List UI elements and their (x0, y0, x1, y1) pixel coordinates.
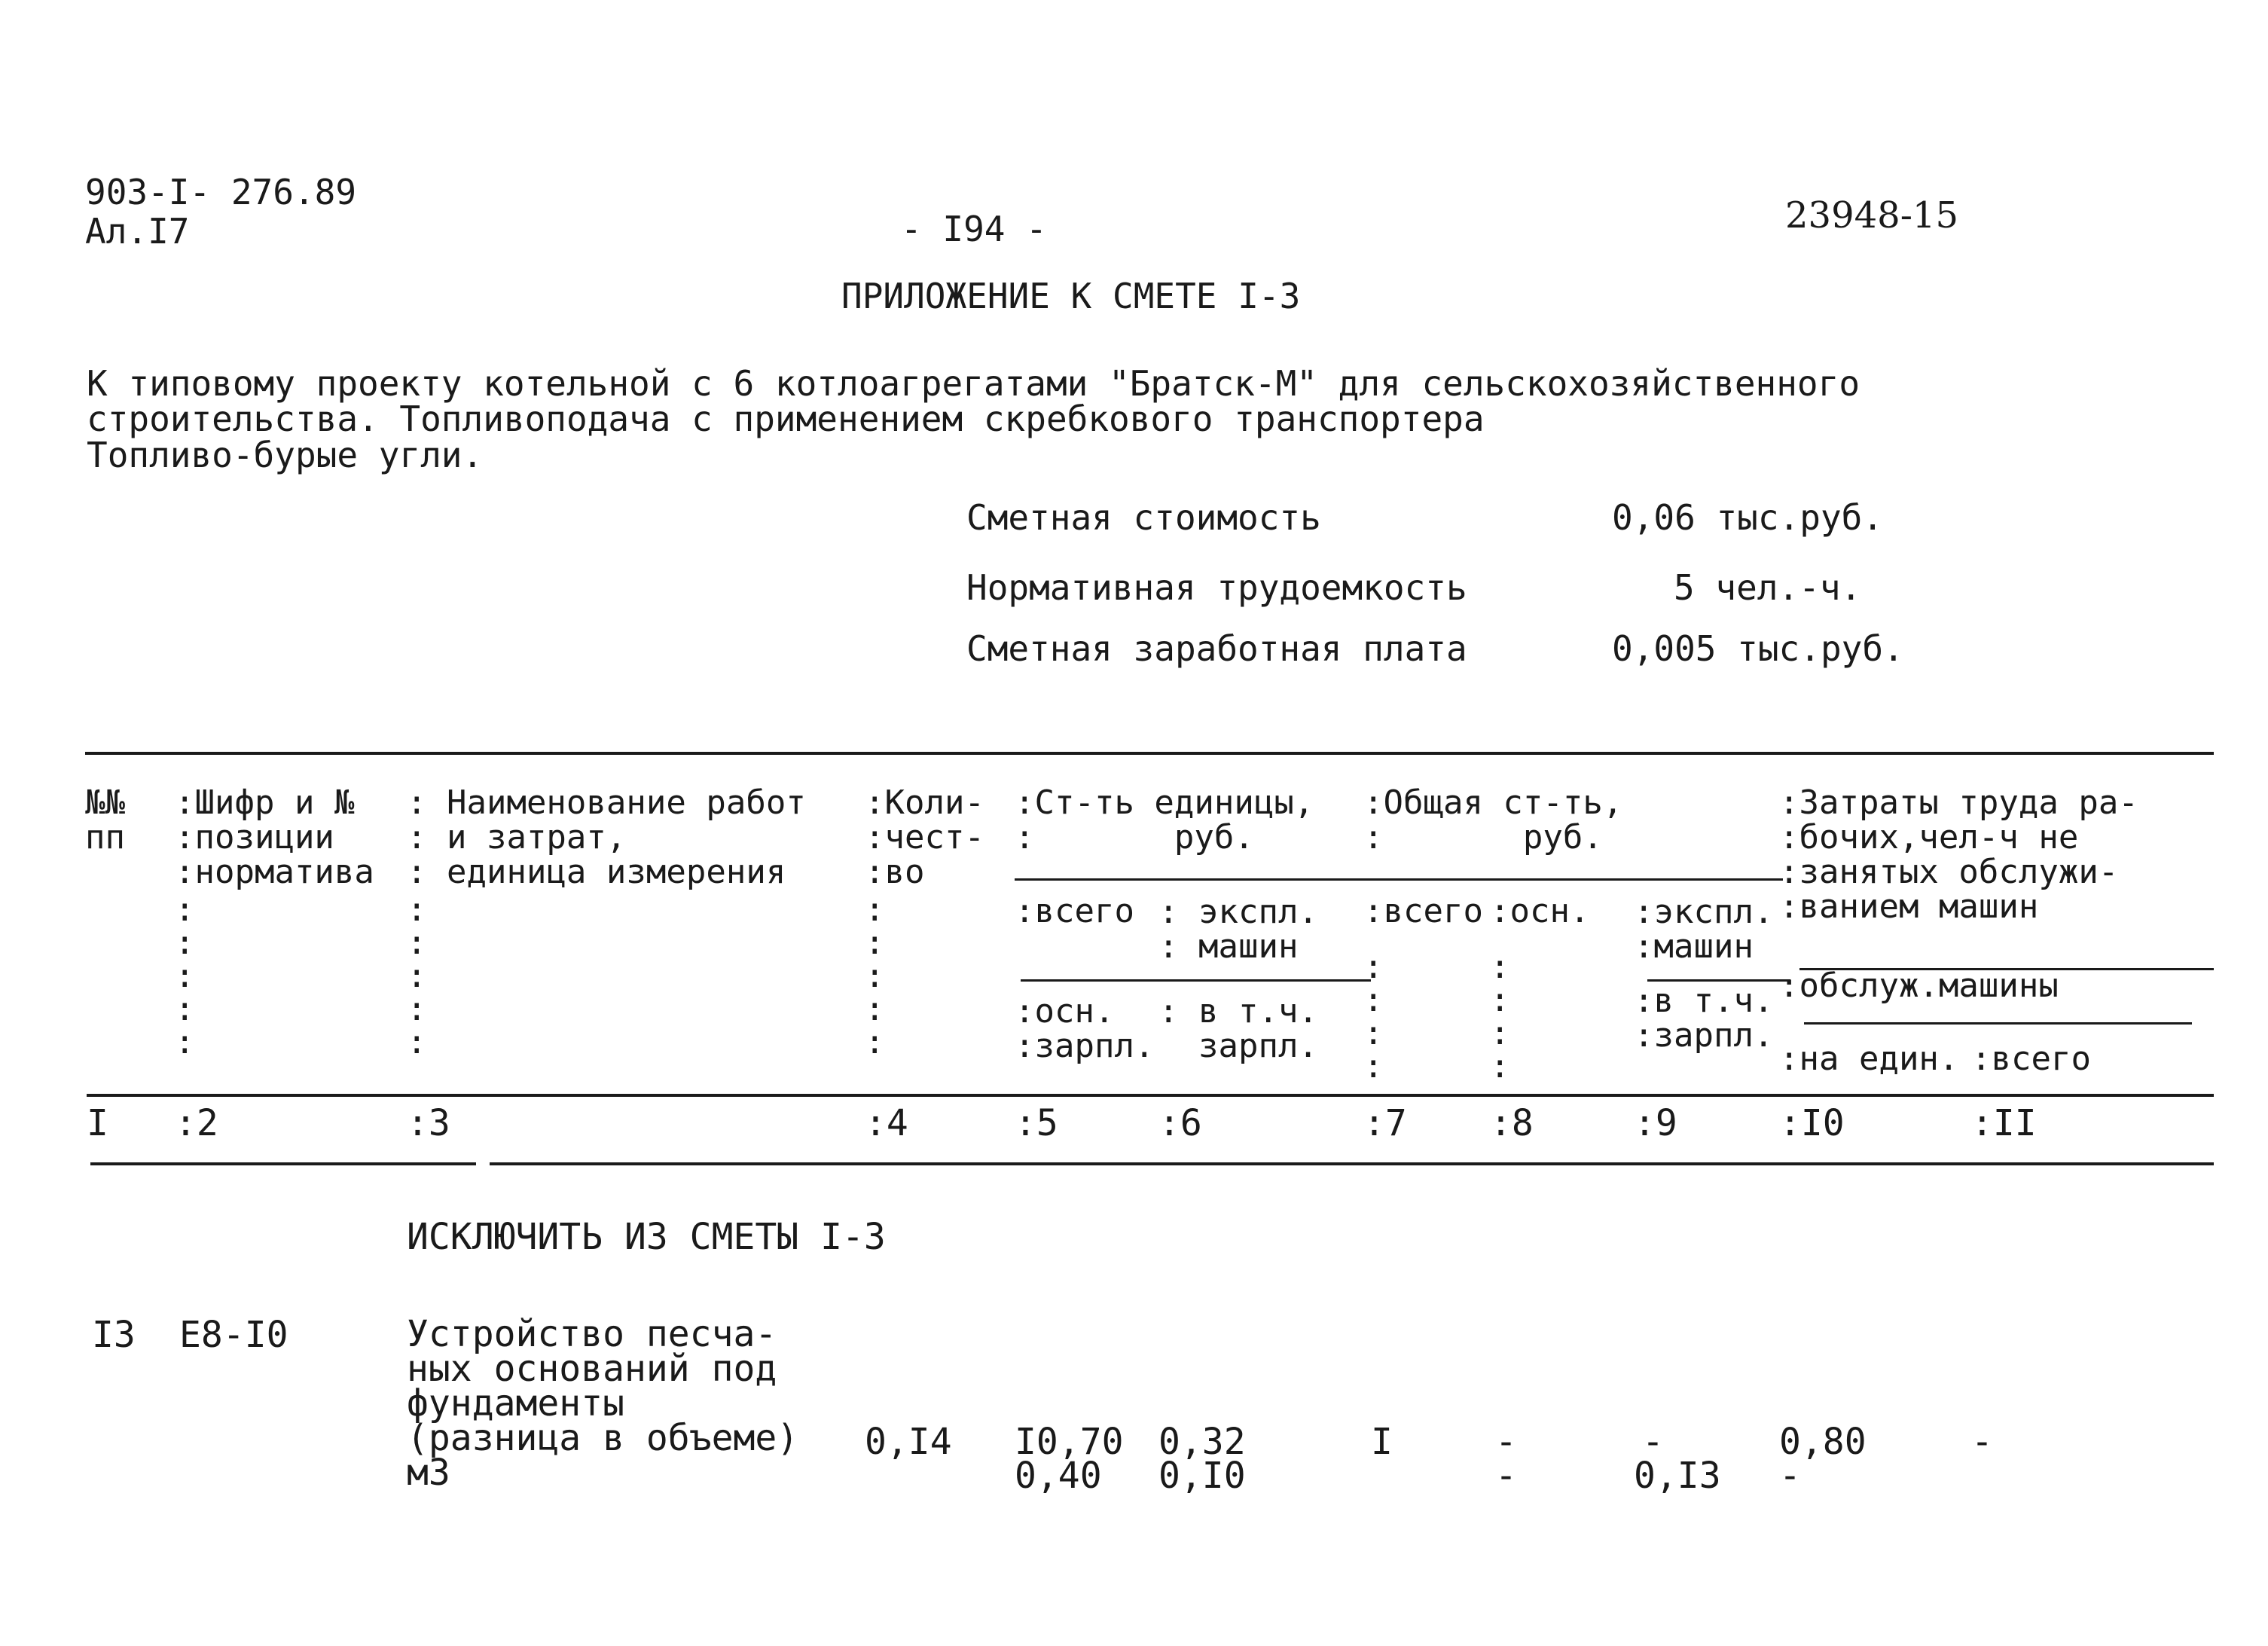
header-name: : Наименование работ : и затрат, : единица измерения (407, 783, 806, 891)
header-unit-salary: :осн. :зарпл. (1015, 992, 1155, 1065)
document-code: 903-I- 276.89 (85, 172, 357, 212)
summary-value-cost: 0,06 тыс.руб. (1612, 497, 1884, 538)
col-number: :5 (1015, 1102, 1058, 1144)
header-machines-salary: :в т.ч. :зарпл. (1634, 982, 1774, 1055)
col-number: :4 (865, 1102, 908, 1144)
rule-under-header-groups (1015, 878, 1783, 881)
header-unit-total: :всего (1015, 892, 1134, 930)
header-labor-per-unit: :на един. (1779, 1040, 1959, 1078)
row-unit-total: I0,70 (1015, 1421, 1124, 1463)
section-title: ИСКЛЮЧИТЬ ИЗ СМЕТЫ I-3 (407, 1216, 886, 1258)
row-labor-per-unit-2: - (1779, 1455, 1801, 1497)
header-labor-machines: :обслуж.машины (1779, 967, 2059, 1005)
row-name: Устройство песча- ных оснований под фундаменты (разница в объеме) м3 (407, 1313, 799, 1494)
summary-label-cost: Сметная стоимость (966, 497, 1321, 538)
rule-under-col-numbers-left (90, 1162, 476, 1165)
rule-under-col-numbers-right (490, 1162, 2214, 1165)
summary-value-labor: 5 чел.-ч. (1674, 567, 1862, 608)
summary-label-labor: Нормативная трудоемкость (966, 567, 1467, 608)
col-separator-dots: : : : : (1363, 948, 1384, 1086)
header-labor-total: :всего (1971, 1040, 2091, 1078)
col-number: :7 (1363, 1102, 1407, 1144)
album-number: Ал.I7 (85, 211, 190, 252)
header-total-salary: :осн. (1490, 892, 1590, 930)
col-number: :8 (1490, 1102, 1534, 1144)
row-quantity: 0,I4 (865, 1421, 952, 1463)
summary-value-salary: 0,005 тыс.руб. (1612, 628, 1904, 669)
summary-label-salary: Сметная заработная плата (966, 628, 1467, 669)
rule-under-header (87, 1094, 2214, 1097)
col-separator-dots: : : : : (1490, 948, 1510, 1086)
row-unit-machines: 0,32 (1158, 1421, 1246, 1463)
header-labor: :Затраты труда ра- :бочих,чел-ч не :занятых обслужи- :ванием машин (1779, 783, 2138, 926)
page-number: - I94 - (901, 209, 1047, 249)
row-machines: - (1642, 1421, 1664, 1463)
row-number: I3 (92, 1314, 136, 1356)
col-separator-dots: : : : : : (407, 890, 427, 1061)
table-top-rule (85, 752, 2214, 755)
header-unit-cost: :Ст-ть единицы, : руб. (1015, 783, 1314, 857)
row-total-salary-2: - (1495, 1455, 1517, 1497)
col-number: :6 (1158, 1102, 1202, 1144)
col-number: :9 (1634, 1102, 1677, 1144)
col-number: :I0 (1779, 1102, 1845, 1144)
header-quantity: :Коли- :чест- :во (865, 783, 984, 891)
row-total-salary: - (1495, 1421, 1517, 1463)
col-number: I (87, 1102, 108, 1144)
rule-labor-split-2 (1804, 1022, 2192, 1025)
col-separator-dots: : : : : : (865, 890, 885, 1061)
col-separator-dots: : : : : : (175, 890, 195, 1061)
row-total: I (1371, 1421, 1393, 1463)
row-unit-salary: 0,40 (1015, 1455, 1102, 1497)
header-machines: :экспл. :машин (1634, 893, 1774, 966)
header-total-cost: :Общая ст-ть, : руб. (1363, 783, 1623, 857)
intro-line-1: К типовому проекту котельной с 6 котлоагрегатами "Братск-М" для сельскохозяйственного (87, 363, 1860, 404)
header-unit-machines: : экспл. : машин (1158, 893, 1318, 966)
header-total: :всего (1363, 892, 1483, 930)
intro-line-2: строительства. Топливоподача с применением скребкового транспортера (87, 399, 1485, 439)
header-number: №№ пп (85, 783, 125, 857)
col-number: :2 (175, 1102, 218, 1144)
col-number: :3 (407, 1102, 450, 1144)
row-unit-machines-salary: 0,I0 (1158, 1455, 1246, 1497)
row-labor-total: - (1971, 1421, 1993, 1463)
intro-line-3: Топливо-бурые угли. (87, 435, 484, 475)
page-title: ПРИЛОЖЕНИЕ К СМЕТЕ I-3 (841, 276, 1301, 316)
col-number: :II (1971, 1102, 2037, 1144)
row-machines-salary: 0,I3 (1634, 1455, 1721, 1497)
row-code: Е8-I0 (179, 1314, 288, 1356)
rule-under-unit-cost (1021, 979, 1371, 982)
handwritten-stamp: 23948-15 (1785, 194, 1958, 237)
header-unit-machines-salary: : в т.ч. зарпл. (1158, 992, 1318, 1065)
header-code: :Шифр и № :позиции :норматива (175, 783, 374, 891)
row-labor-per-unit: 0,80 (1779, 1421, 1867, 1463)
